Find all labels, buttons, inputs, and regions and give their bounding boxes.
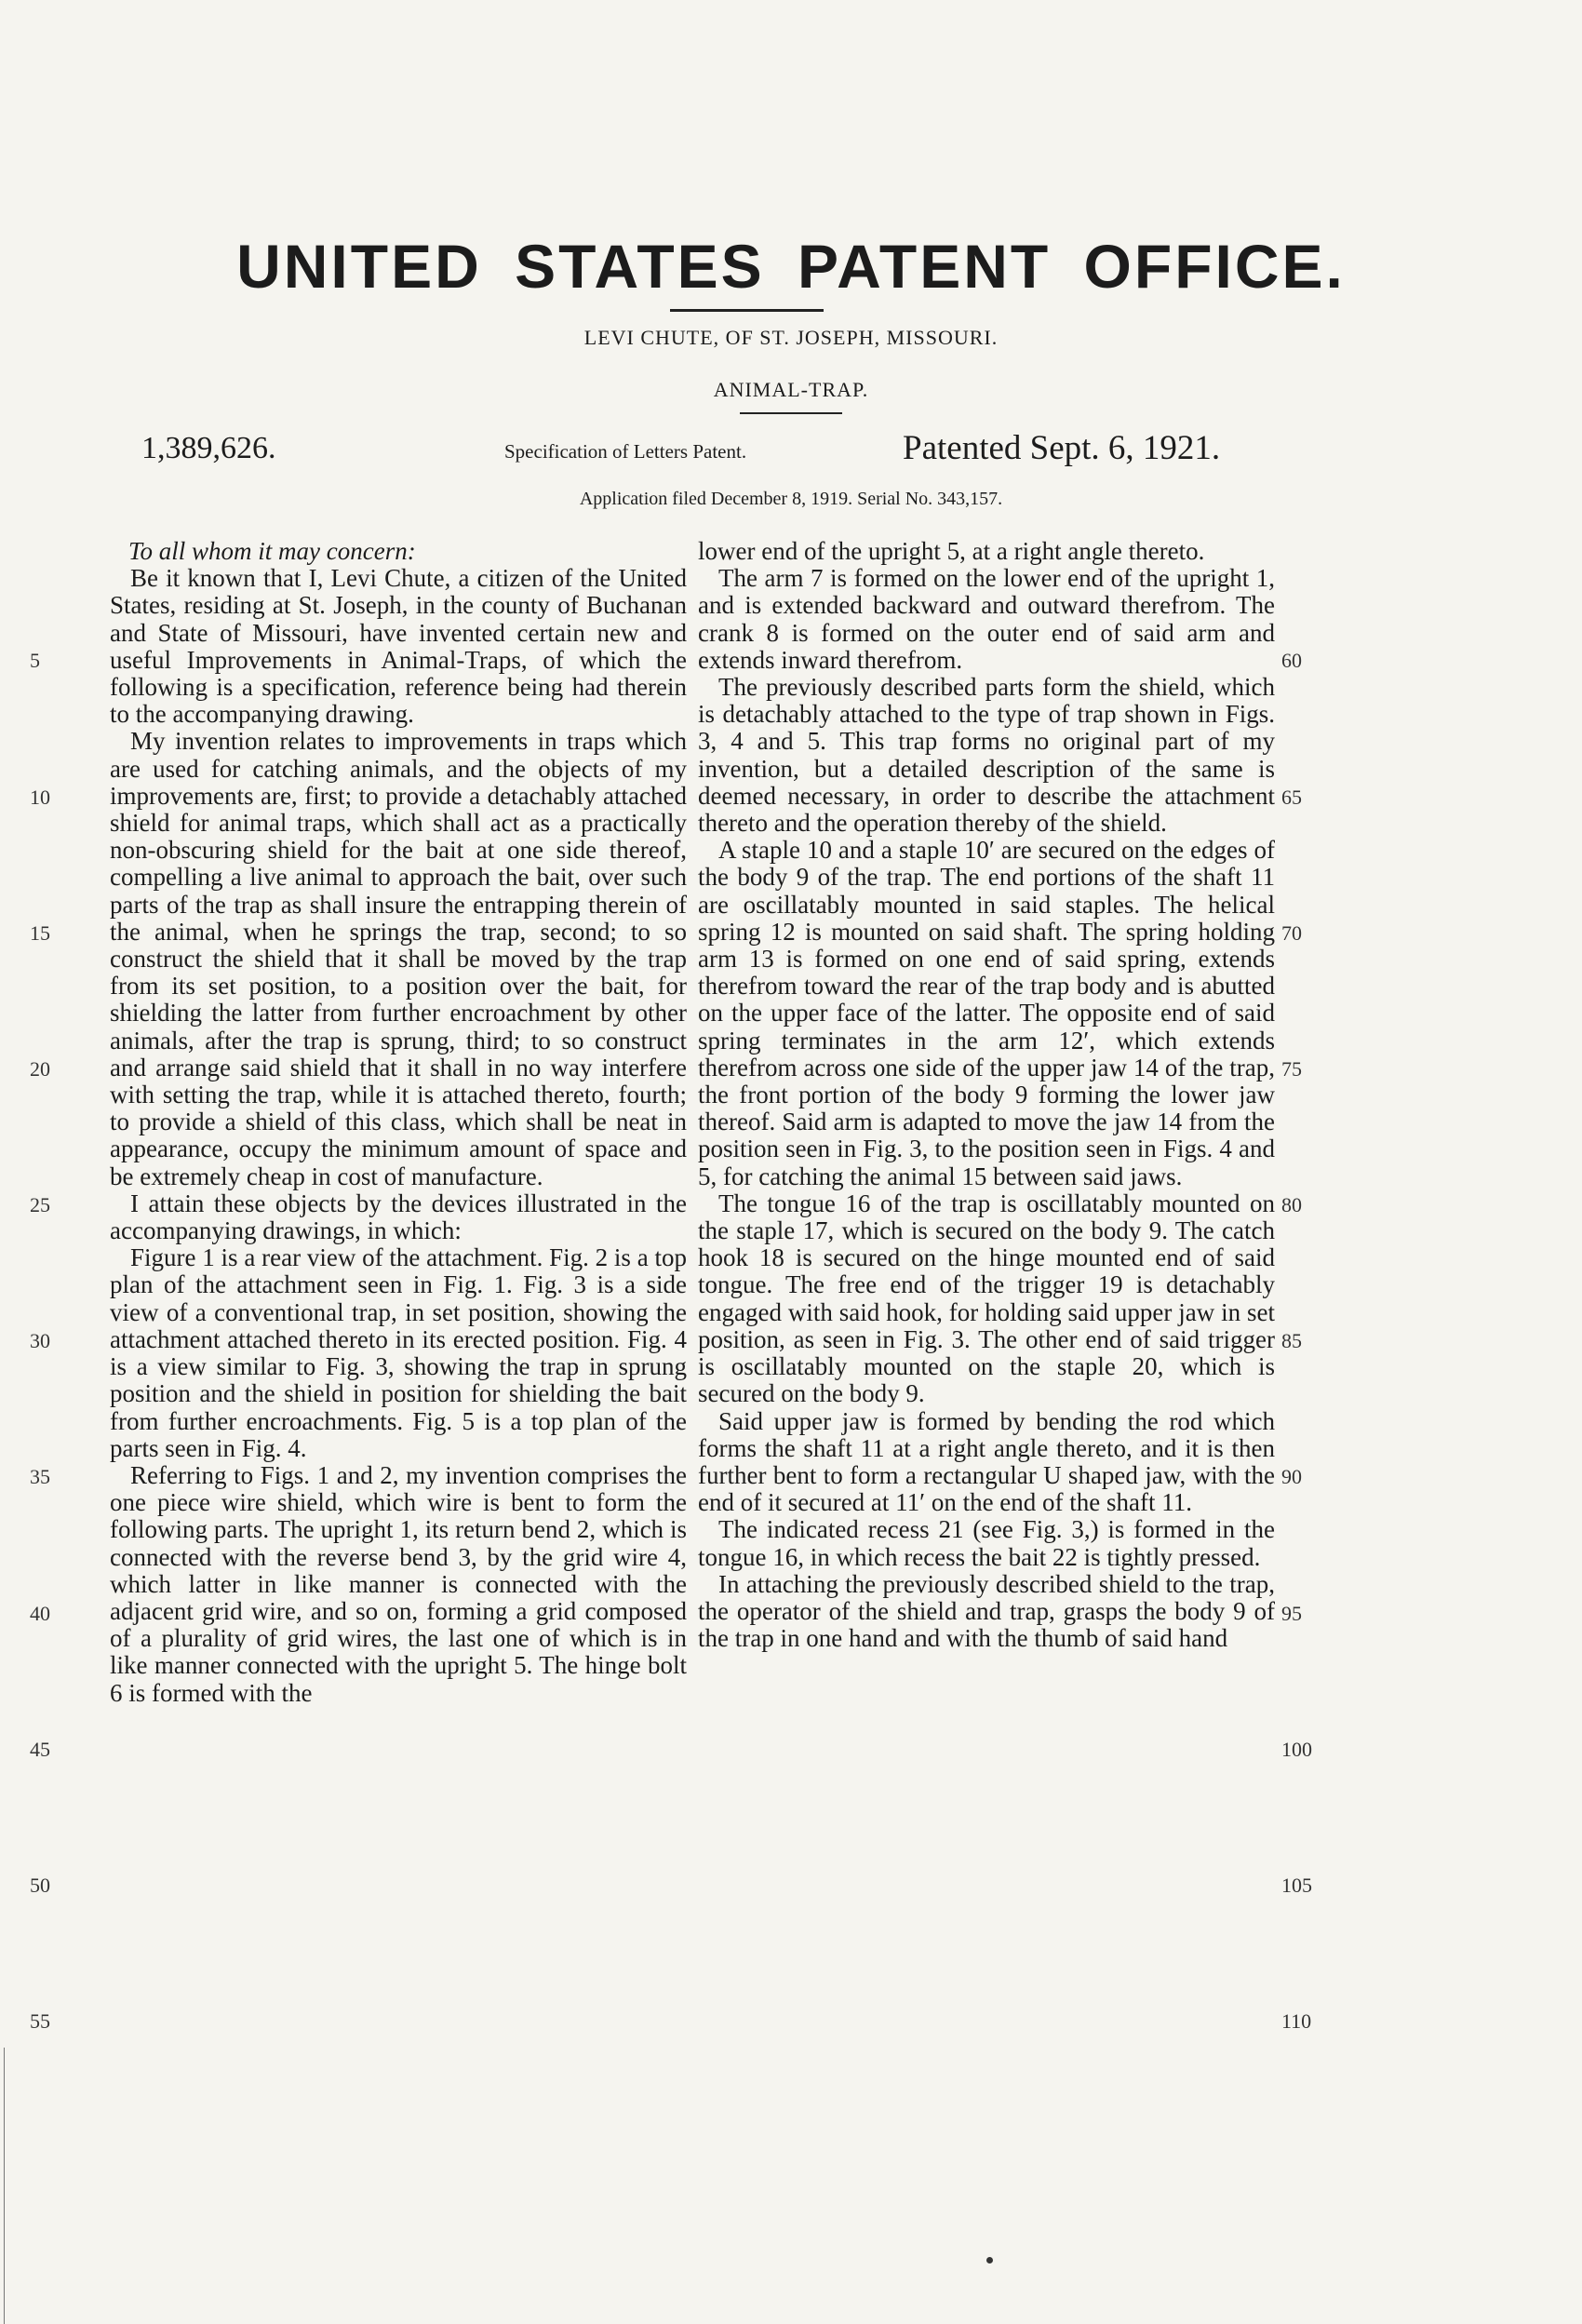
line-number: 15 bbox=[30, 921, 50, 945]
office-heading: UNITED STATES PATENT OFFICE. bbox=[236, 232, 1346, 301]
line-number: 50 bbox=[30, 1874, 50, 1897]
line-number: 110 bbox=[1281, 2009, 1312, 2033]
scan-margin-line bbox=[4, 2048, 5, 2324]
line-number: 25 bbox=[30, 1193, 50, 1216]
paragraph: Figure 1 is a rear view of the attachment. Fig. 2 is a top plan of the attachment seen in Fig. 1. Fig. 3 is a side view of a conventional trap, in set position, showing the attachment attached thereto in its erected position. Fig. 4 is a view similar to Fig. 3, showing the trap in sprung position and the shield in position for shielding the bait from further encroachments. Fig. 5 is a top plan of the parts seen in Fig. 4. bbox=[110, 1243, 687, 1462]
line-number: 75 bbox=[1281, 1057, 1302, 1081]
paragraph: The arm 7 is formed on the lower end of the upright 1, and is extended backward and outward therefrom. The crank 8 is formed on the outer end of said arm and extends inward therefrom. bbox=[698, 564, 1275, 674]
paragraph: Be it known that I, Levi Chute, a citizen of the United States, residing at St. Joseph, in the county of Buchanan and State of Missouri, have invented certain new and useful Improvements in Animal-Traps, of which the following is a specification, reference being had therein to the accompanying drawing. bbox=[110, 564, 687, 729]
line-number: 95 bbox=[1281, 1602, 1302, 1625]
paragraph: The previously described parts form the shield, which is detachably attached to the type of trap shown in Figs. 3, 4 and 5. This trap forms no original part of my invention, but a detailed description of the same is deemed necessary, in order to describe the attachment thereto and the operation thereby of the shield. bbox=[698, 673, 1275, 838]
patented-date: Patented Sept. 6, 1921. bbox=[903, 429, 1221, 467]
heading-rule bbox=[670, 309, 824, 312]
specification-label: Specification of Letters Patent. bbox=[504, 440, 747, 463]
ink-dot bbox=[986, 2257, 993, 2264]
line-number: 40 bbox=[30, 1602, 50, 1625]
line-number: 30 bbox=[30, 1329, 50, 1352]
application-line: Application filed December 8, 1919. Serial No. 343,157. bbox=[579, 489, 1003, 509]
line-number: 45 bbox=[30, 1738, 50, 1761]
patent-number: 1,389,626. bbox=[141, 431, 276, 465]
line-number: 35 bbox=[30, 1465, 50, 1488]
line-number: 55 bbox=[30, 2009, 50, 2033]
line-number: 85 bbox=[1281, 1329, 1302, 1352]
invention-title: ANIMAL-TRAP. bbox=[713, 378, 869, 401]
paragraph: The indicated recess 21 (see Fig. 3,) is formed in the tongue 16, in which recess the bait 22 is tightly pressed. bbox=[698, 1515, 1275, 1571]
line-number: 105 bbox=[1281, 1874, 1312, 1897]
paragraph: lower end of the upright 5, at a right angle thereto. bbox=[698, 537, 1205, 565]
line-number: 60 bbox=[1281, 649, 1302, 672]
line-number: 100 bbox=[1281, 1738, 1312, 1761]
line-number: 90 bbox=[1281, 1465, 1302, 1488]
line-number: 80 bbox=[1281, 1193, 1302, 1216]
right-column bbox=[698, 538, 1275, 1652]
line-number: 70 bbox=[1281, 921, 1302, 945]
title-rule bbox=[740, 412, 842, 414]
paragraph: A staple 10 and a staple 10′ are secured on the edges of the body 9 of the trap. The end portions of the shaft 11 are oscillatably mounted in said staples. The helical spring 12 is mounted on said shaft. The spring holding arm 13 is formed on one end of said spring, extends therefrom toward the rear of the trap body and is abutted on the upper face of the latter. The opposite end of said spring terminates in the arm 12′, which extends therefrom across one side of the upper jaw 14 of the trap, the front portion of the body 9 forming the lower jaw thereof. Said arm is adapted to move the jaw 14 from the position seen in Fig. 3, to the position seen in Figs. 4 and 5, for catching the animal 15 between said jaws. bbox=[698, 836, 1275, 1190]
line-number: 10 bbox=[30, 786, 50, 809]
line-number: 5 bbox=[30, 649, 40, 672]
paragraph: In attaching the previously described shield to the trap, the operator of the shield and trap, grasps the body 9 of the trap in one hand and with the thumb of said hand bbox=[698, 1569, 1275, 1653]
line-number: 65 bbox=[1281, 786, 1302, 809]
paragraph: I attain these objects by the devices illustrated in the accompanying drawings, in which: bbox=[110, 1189, 687, 1245]
line-number: 20 bbox=[30, 1057, 50, 1081]
paragraph: My invention relates to improvements in traps which are used for catching animals, and the objects of my improvements are, first; to provide a detachably attached shield for animal traps, which shall act as a practically non-obscuring shield for the bait at one side thereof, compelling a live animal to approach the bait, over such parts of the trap as shall insure the entrapping therein of the animal, when he springs the trap, second; to so construct the shield that it shall be moved by the trap from its set position, to a position over the bait, for shielding the latter from further encroachment by other animals, after the trap is sprung, third; to so construct and arrange said shield that it shall in no way interfere with setting the trap, while it is attached thereto, fourth; to provide a shield of this class, which shall be neat in appearance, occupy the minimum amount of space and be extremely cheap in cost of manufacture. bbox=[110, 727, 687, 1190]
inventor-line: LEVI CHUTE, OF ST. JOSEPH, MISSOURI. bbox=[583, 326, 999, 349]
paragraph: Referring to Figs. 1 and 2, my invention comprises the one piece wire shield, which wire is bent to form the following parts. The upright 1, its return bend 2, which is connected with the reverse bend 3, by the grid wire 4, which latter in like manner is connected with the adjacent grid wire, and so on, forming a grid composed of a plurality of grid wires, the last one of which is in like manner connected with the upright 5. The hinge bolt 6 is formed with the bbox=[110, 1460, 687, 1707]
paragraph: The tongue 16 of the trap is oscillatably mounted on the staple 17, which is secured on the body 9. The catch hook 18 is secured on the hinge mounted end of said tongue. The free end of the trigger 19 is detachably engaged with said hook, for holding said upper jaw in set position, as seen in Fig. 3. The other end of said trigger is oscillatably mounted on the staple 20, which is secured on the body 9. bbox=[698, 1189, 1275, 1408]
left-column bbox=[110, 538, 687, 1707]
salutation: To all whom it may concern: bbox=[128, 537, 416, 565]
paragraph: Said upper jaw is formed by bending the rod which forms the shaft 11 at a right angle thereto, and it is then further bent to form a rectangular U shaped jaw, with the end of it secured at 11′ on the end of the shaft 11. bbox=[698, 1406, 1275, 1517]
